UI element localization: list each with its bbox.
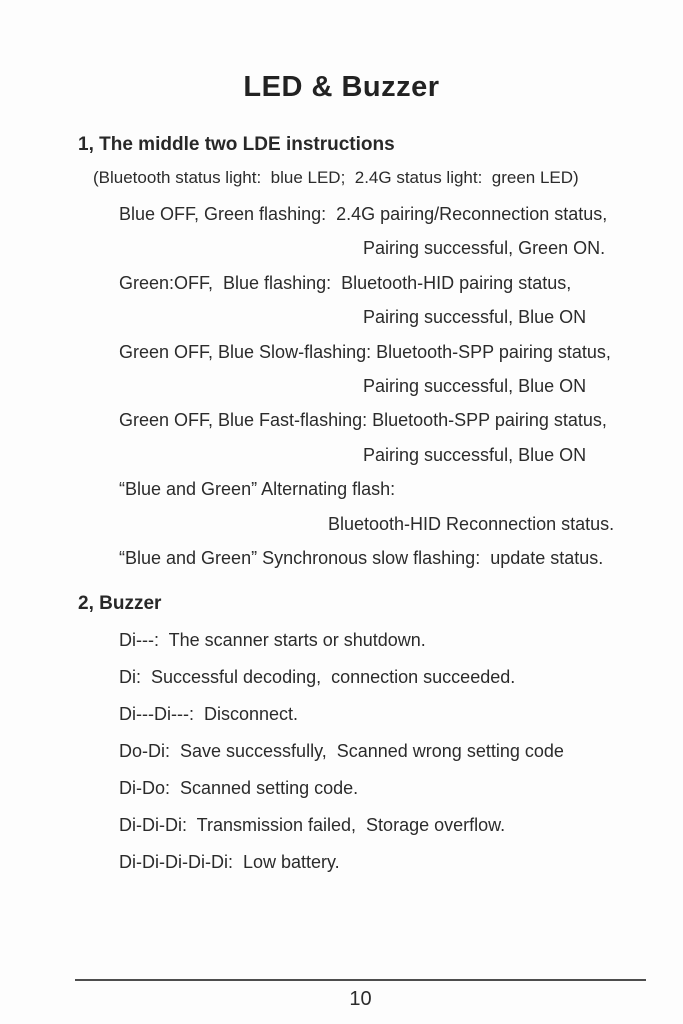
- buzzer-item: Di-Di-Di: Transmission failed, Storage overflow.: [119, 815, 506, 836]
- buzzer-item: Di---Di---: Disconnect.: [119, 704, 299, 725]
- buzzer-item: Di: Successful decoding, connection succeeded.: [119, 667, 516, 688]
- section-buzzer-heading: 2, Buzzer: [78, 593, 162, 615]
- buzzer-item: Di---: The scanner starts or shutdown.: [119, 630, 426, 651]
- page-number: 10: [349, 988, 372, 1010]
- led-status-line: Pairing successful, Blue ON: [363, 307, 587, 328]
- buzzer-item: Di-Do: Scanned setting code.: [119, 778, 359, 799]
- page-title: LED & Buzzer: [243, 71, 440, 103]
- led-status-line: Green OFF, Blue Slow-flashing: Bluetooth-SPP pairing status,: [119, 341, 611, 362]
- buzzer-item: Di-Di-Di-Di-Di: Low battery.: [119, 852, 340, 873]
- led-status-line: Pairing successful, Blue ON: [363, 444, 587, 465]
- led-status-line: Blue OFF, Green flashing: 2.4G pairing/Reconnection status,: [119, 204, 608, 224]
- led-status-line: Green OFF, Blue Fast-flashing: Bluetooth-SPP pairing status,: [119, 410, 607, 431]
- section-led-heading: 1, The middle two LDE instructions: [78, 134, 395, 155]
- led-status-line: Pairing successful, Blue ON: [363, 376, 587, 397]
- section-buzzer: [0, 591, 683, 881]
- led-status-lines: [0, 197, 683, 575]
- led-status-line: “Blue and Green” Alternating flash:: [119, 479, 396, 500]
- buzzer-items: [0, 622, 683, 881]
- led-status-line: Bluetooth-HID Reconnection status.: [328, 513, 615, 534]
- section-led: [0, 132, 683, 575]
- section-led-note: (Bluetooth status light: blue LED; 2.4G status light: green LED): [93, 168, 579, 187]
- buzzer-item: Do-Di: Save successfully, Scanned wrong setting code: [119, 741, 564, 762]
- led-status-line: Pairing successful, Green ON.: [363, 238, 606, 259]
- led-status-line: “Blue and Green” Synchronous slow flashing: update status.: [119, 548, 604, 569]
- led-status-line: Green:OFF, Blue flashing: Bluetooth-HID pairing status,: [119, 272, 572, 293]
- footer-divider: [75, 979, 646, 981]
